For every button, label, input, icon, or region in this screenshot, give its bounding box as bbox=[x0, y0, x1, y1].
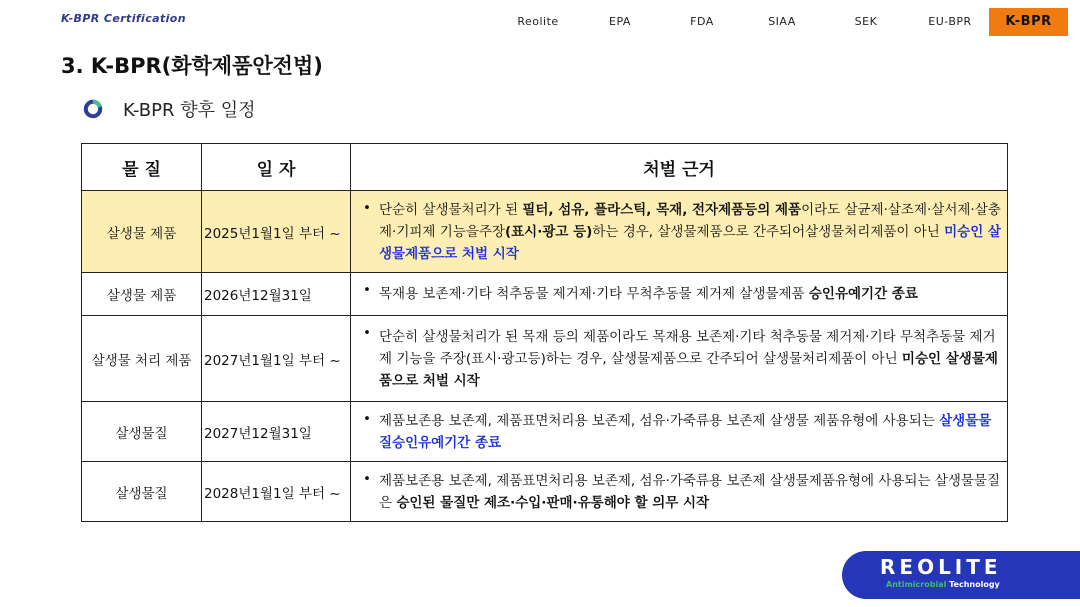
table-header-row bbox=[82, 144, 1008, 191]
penalty-text-fragment: 미승인 살생물제품으로 처벌 시작 bbox=[379, 223, 1001, 262]
nav-item-reolite[interactable]: Reolite bbox=[517, 15, 559, 28]
penalty-text-fragment: 단순히 살생물처리가 된 목재 등의 제품이라도 목재용 보존제·기타 척추동물 제거제·기타 무척추동물 제거제 기능을 주장(표시·광고등)하는 경우, 살생물제품으로 간주되어 살생물처리제품이 아닌 bbox=[379, 328, 996, 367]
logo-name: REOLITE bbox=[880, 555, 1002, 579]
header-penalty-basis: 처벌 근거 bbox=[351, 144, 1008, 191]
date-cell: 2026년12월31일 bbox=[202, 273, 351, 316]
ring-bullet-icon bbox=[83, 99, 103, 119]
penalty-text-fragment: 승인유예기간 종료 bbox=[808, 286, 918, 302]
table-row bbox=[82, 273, 1008, 316]
date-cell: 2025년1월1일 부터 ~ bbox=[202, 191, 351, 273]
nav-item-k-bpr[interactable]: K-BPR bbox=[989, 8, 1068, 36]
substance-cell: 살생물 제품 bbox=[82, 273, 202, 316]
header-substance: 물 질 bbox=[82, 144, 202, 191]
nav-item-epa[interactable]: EPA bbox=[609, 15, 631, 28]
logo-tag-green: Antimicrobial bbox=[886, 580, 947, 589]
penalty-text-fragment: 이라도 살균제·살조제·살서제·살충제·기피제 기능을주장 bbox=[379, 201, 1001, 240]
table-row bbox=[82, 402, 1008, 462]
logo-tagline bbox=[886, 580, 1000, 589]
brand-title: K-BPR Certification bbox=[61, 12, 186, 25]
date-cell: 2027년1월1일 부터 ~ bbox=[202, 316, 351, 402]
penalty-basis-cell bbox=[351, 191, 1008, 273]
table-body bbox=[82, 191, 1008, 522]
penalty-text-fragment: 목재용 보존제·기타 척추동물 제거제·기타 무척추동물 제거제 살생물제품 bbox=[379, 286, 809, 302]
penalty-text-fragment: 하는 경우, 살생물제품으로 간주되어살생물처리제품이 아닌 bbox=[592, 223, 945, 240]
substance-cell: 살생물 제품 bbox=[82, 191, 202, 273]
substance-cell: 살생물질 bbox=[82, 402, 202, 462]
penalty-text-fragment: 미승인 살생물제품으로 처벌 시작 bbox=[379, 350, 998, 389]
date-cell: 2027년12월31일 bbox=[202, 402, 351, 462]
penalty-text-fragment: 필터, 섬유, 플라스틱, 목재, 전자제품등의 제품 bbox=[522, 201, 802, 218]
schedule-table bbox=[81, 143, 1008, 522]
nav-item-siaa[interactable]: SIAA bbox=[768, 15, 796, 28]
table-row bbox=[82, 191, 1008, 273]
penalty-text-fragment: 살생물물질승인유예기간 종료 bbox=[379, 412, 992, 451]
table-row bbox=[82, 316, 1008, 402]
nav-item-eu-bpr[interactable]: EU-BPR bbox=[928, 15, 972, 28]
reolite-logo bbox=[842, 551, 1080, 599]
top-nav bbox=[0, 8, 1080, 36]
penalty-basis-cell bbox=[351, 402, 1008, 462]
penalty-text-fragment: (표시·광고 등) bbox=[504, 223, 593, 240]
penalty-text-fragment: 제품보존용 보존제, 제품표면처리용 보존제, 섬유·가죽류용 보존제 살생물 제품유형에 사용되는 bbox=[379, 412, 940, 429]
penalty-text-fragment: 승인된 물질만 제조·수입·판매·유통해야 할 의무 시작 bbox=[396, 494, 710, 511]
page-title: 3. K-BPR(화학제품안전법) bbox=[61, 54, 323, 78]
table-row bbox=[82, 462, 1008, 522]
penalty-basis-cell bbox=[351, 462, 1008, 522]
substance-cell: 살생물 처리 제품 bbox=[82, 316, 202, 402]
penalty-basis-cell bbox=[351, 316, 1008, 402]
penalty-text-fragment: 제품보존용 보존제, 제품표면처리용 보존제, 섬유·가죽류용 보존제 살생물제품유형에 사용되는 살생물물질은 bbox=[379, 472, 1001, 511]
subtitle-text: K-BPR 향후 일정 bbox=[123, 100, 256, 121]
penalty-basis-cell bbox=[351, 273, 1008, 316]
header-date: 일 자 bbox=[202, 144, 351, 191]
nav-item-sek[interactable]: SEK bbox=[854, 15, 878, 28]
nav-item-fda[interactable]: FDA bbox=[690, 15, 714, 28]
substance-cell: 살생물질 bbox=[82, 462, 202, 522]
logo-tag-white: Technology bbox=[949, 580, 1000, 589]
penalty-text-fragment: 단순히 살생물처리가 된 bbox=[379, 201, 523, 218]
date-cell: 2028년1월1일 부터 ~ bbox=[202, 462, 351, 522]
